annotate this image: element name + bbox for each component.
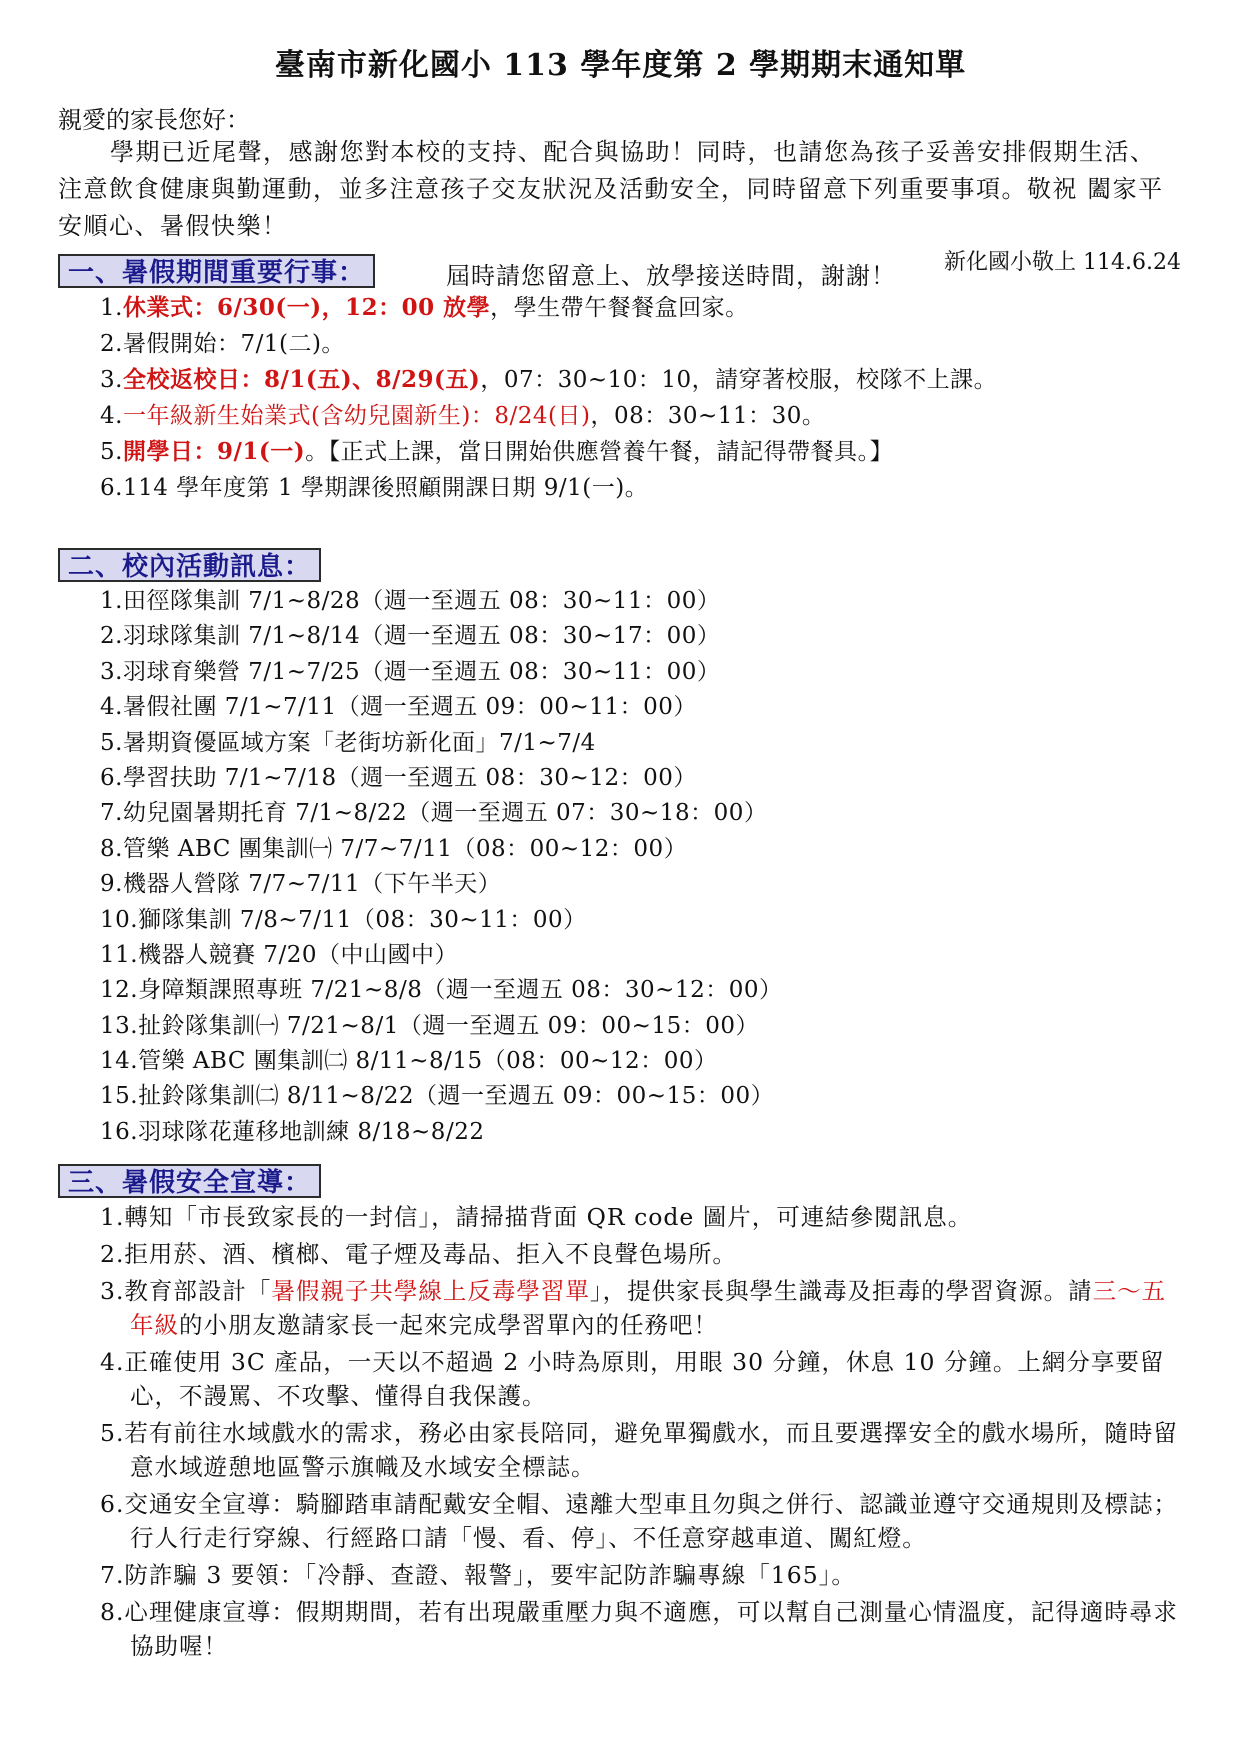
list-item: 10.獅隊集訓 7/8~7/11（08：30~11：00）: [100, 906, 587, 933]
list-item: 5.若有前往水域戲水的需求，務必由家長陪同，避免單獨戲水，而且要選擇安全的戲水場所，隨時留意水域遊憩地區警示旗幟及水域安全標誌。: [100, 1419, 1178, 1481]
list-item: 3.教育部設計「暑假親子共學線上反毒學習單」，提供家長與學生識毒及拒毒的學習資源。請三～五年級的小朋友邀請家長一起來完成學習單內的任務吧！: [100, 1277, 1167, 1339]
list-item: 11.機器人競賽 7/20（中山國中）: [100, 941, 459, 968]
list-item: 6.114 學年度第 1 學期課後照顧開課日期 9/1(一)。: [100, 475, 649, 501]
list-item: 3.羽球育樂營 7/1~7/25（週一至週五 08：30~11：00）: [100, 658, 721, 685]
list-item: 6.交通安全宣導：騎腳踏車請配戴安全帽、遠離大型車且勿與之併行、認識並遵守交通規則及標誌；行人行走行穿線、行經路口請「慢、看、停」、不任意穿越車道、闖紅燈。: [100, 1490, 1178, 1552]
section-3-heading: 三、暑假安全宣導：: [58, 1164, 321, 1198]
section-2-list: [100, 584, 782, 1150]
list-item: 4.正確使用 3C 產品，一天以不超過 2 小時為原則，用眼 30 分鐘，休息 10 分鐘。上網分享要留心，不謾罵、不攻擊、懂得自我保護。: [100, 1348, 1165, 1410]
greeting: 親愛的家長您好：: [58, 106, 250, 134]
list-item: 2.暑假開始：7/1(二)。: [100, 331, 345, 357]
list-item: 1.田徑隊集訓 7/1~8/28（週一至週五 08：30~11：00）: [100, 588, 721, 614]
section-3-list: [100, 1200, 1190, 1666]
list-item: 4.暑假社團 7/1~7/11（週一至週五 09：00~11：00）: [100, 694, 697, 721]
list-item: 8.管樂 ABC 團集訓㈠ 7/7~7/11（08：00~12：00）: [100, 835, 688, 862]
list-item: 13.扯鈴隊集訓㈠ 7/21~8/1（週一至週五 09：00~15：00）: [100, 1012, 759, 1039]
section-1-note: 屆時請您留意上、放學接送時間，謝謝！: [446, 262, 896, 290]
intro-paragraph: 學期已近尾聲，感謝您對本校的支持、配合與協助！同時，也請您為孩子妥善安排假期生活、注意飲食健康與勤運動，並多注意孩子交友狀況及活動安全，同時留意下列重要事項。敬祝 闔家平安順心、暑假快樂！: [58, 138, 1164, 240]
signoff-date: 新化國小敬上 114.6.24: [944, 250, 1181, 275]
list-item: 8.心理健康宣導：假期期間，若有出現嚴重壓力與不適應，可以幫自己測量心情溫度，記得適時尋求協助喔！: [100, 1598, 1178, 1660]
list-item: 14.管樂 ABC 團集訓㈡ 8/11~8/15（08：00~12：00）: [100, 1048, 718, 1075]
list-item: 2.拒用菸、酒、檳榔、電子煙及毒品、拒入不良聲色場所。: [100, 1240, 737, 1268]
list-item: 5.暑期資優區域方案「老街坊新化面」7/1~7/4: [100, 729, 596, 756]
list-item: 9.機器人營隊 7/7~7/11（下午半天）: [100, 871, 502, 898]
list-item: 7.防詐騙 3 要領：「冷靜、查證、報警」，要牢記防詐騙專線「165」。: [100, 1561, 856, 1589]
list-item: 4.一年級新生始業式(含幼兒園新生)：8/24(日)，08：30~11：30。: [100, 403, 826, 429]
list-item: 7.幼兒園暑期托育 7/1~8/22（週一至週五 07：30~18：00）: [100, 800, 768, 827]
list-item: 15.扯鈴隊集訓㈡ 8/11~8/22（週一至週五 09：00~15：00）: [100, 1083, 775, 1110]
list-item: 12.身障類課照專班 7/21~8/8（週一至週五 08：30~12：00）: [100, 977, 783, 1004]
section-1-heading: 一、暑假期間重要行事：: [58, 254, 375, 288]
section-2-heading: 二、校內活動訊息：: [58, 548, 321, 582]
list-item: 2.羽球隊集訓 7/1~8/14（週一至週五 08：30~17：00）: [100, 623, 721, 650]
section-1-list: [100, 290, 997, 506]
list-item: 3.全校返校日：8/1(五)、8/29(五)，07：30~10：10，請穿著校服，校隊不上課。: [100, 366, 998, 393]
page-title: 臺南市新化國小 113 學年度第 2 學期期末通知單: [274, 48, 967, 83]
list-item: 16.羽球隊花蓮移地訓練 8/18~8/22: [100, 1118, 485, 1145]
list-item: 5.開學日：9/1(一)。【正式上課，當日開始供應營養午餐，請記得帶餐具。】: [100, 438, 894, 465]
list-item: 1.轉知「市長致家長的一封信」，請掃描背面 QR code 圖片，可連結參閱訊息。: [100, 1203, 973, 1231]
list-item: 1.休業式：6/30(一)，12：00 放學，學生帶午餐餐盒回家。: [100, 294, 749, 321]
list-item: 6.學習扶助 7/1~7/18（週一至週五 08：30~12：00）: [100, 764, 697, 791]
